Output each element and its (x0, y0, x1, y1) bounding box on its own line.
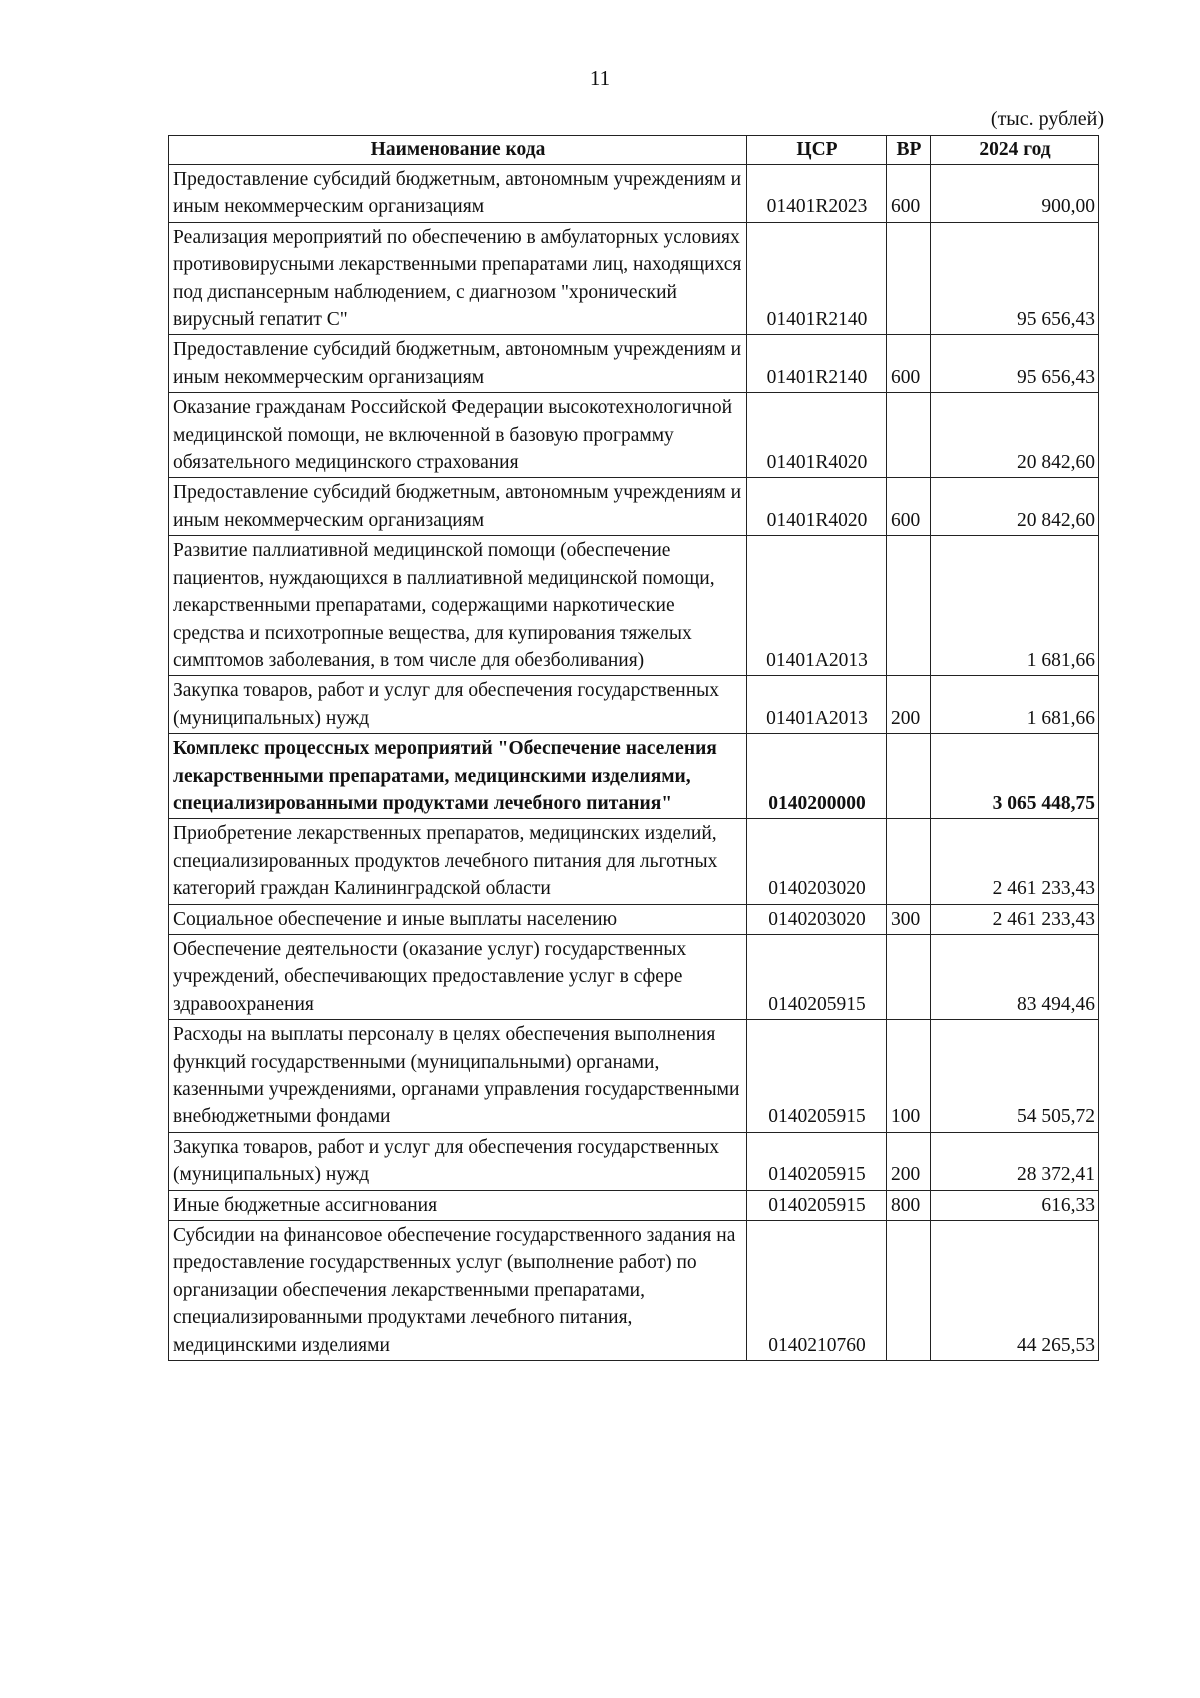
row-sum: 20 842,60 (931, 478, 1099, 536)
row-name: Комплекс процессных мероприятий "Обеспечение населения лекарственными препаратами, медицинскими изделиями, специализированными продуктами лечебного питания" (169, 734, 747, 819)
row-vr: 200 (887, 676, 931, 734)
row-name: Расходы на выплаты персоналу в целях обеспечения выполнения функций государственными (муниципальными) органами, казенными учреждениями, органами управления государственными внебюджетными фондами (169, 1020, 747, 1133)
row-vr (887, 819, 931, 904)
header-csr: ЦСР (747, 136, 887, 165)
row-sum: 54 505,72 (931, 1020, 1099, 1133)
row-sum: 1 681,66 (931, 676, 1099, 734)
row-csr: 01401А2013 (747, 536, 887, 676)
table-row (169, 165, 1099, 223)
row-csr: 01401R4020 (747, 393, 887, 478)
row-csr: 01401R2140 (747, 335, 887, 393)
row-csr: 0140205915 (747, 934, 887, 1019)
row-sum: 900,00 (931, 165, 1099, 223)
row-vr: 300 (887, 904, 931, 934)
table-row (169, 1190, 1099, 1220)
row-name: Иные бюджетные ассигнования (169, 1190, 747, 1220)
table-row (169, 676, 1099, 734)
row-csr: 0140205915 (747, 1190, 887, 1220)
row-name: Предоставление субсидий бюджетным, автономным учреждениям и иным некоммерческим организациям (169, 165, 747, 223)
row-name: Субсидии на финансовое обеспечение государственного задания на предоставление государственных услуг (выполнение работ) по организации обеспечения лекарственными препаратами, специализированными продуктами лечебного питания, медицинскими изделиями (169, 1221, 747, 1361)
row-csr: 01401R4020 (747, 478, 887, 536)
row-sum: 616,33 (931, 1190, 1099, 1220)
row-vr (887, 734, 931, 819)
table-row (169, 934, 1099, 1019)
header-sum: 2024 год (931, 136, 1099, 165)
row-vr (887, 934, 931, 1019)
table-row (169, 222, 1099, 335)
row-vr: 800 (887, 1190, 931, 1220)
table-row-section (169, 734, 1099, 819)
units-label: (тыс. рублей) (990, 108, 1104, 130)
row-name: Закупка товаров, работ и услуг для обеспечения государственных (муниципальных) нужд (169, 676, 747, 734)
row-csr: 0140205915 (747, 1020, 887, 1133)
row-name: Закупка товаров, работ и услуг для обеспечения государственных (муниципальных) нужд (169, 1132, 747, 1190)
row-vr (887, 222, 931, 335)
header-name: Наименование кода (169, 136, 747, 165)
page-number: 11 (589, 66, 611, 90)
table-row (169, 1020, 1099, 1133)
row-name: Оказание гражданам Российской Федерации высокотехнологичной медицинской помощи, не включенной в базовую программу обязательного медицинского страхования (169, 393, 747, 478)
table-row (169, 904, 1099, 934)
row-csr: 0140210760 (747, 1221, 887, 1361)
row-vr: 600 (887, 165, 931, 223)
row-csr: 0140203020 (747, 819, 887, 904)
header-vr: ВР (887, 136, 931, 165)
row-sum: 2 461 233,43 (931, 819, 1099, 904)
row-csr: 0140203020 (747, 904, 887, 934)
table-row (169, 536, 1099, 676)
row-name: Приобретение лекарственных препаратов, медицинских изделий, специализированных продуктов лечебного питания для льготных категорий граждан Калининградской области (169, 819, 747, 904)
row-csr: 01401А2013 (747, 676, 887, 734)
row-sum: 44 265,53 (931, 1221, 1099, 1361)
row-sum: 2 461 233,43 (931, 904, 1099, 934)
table-row (169, 478, 1099, 536)
row-csr: 0140200000 (747, 734, 887, 819)
row-vr: 200 (887, 1132, 931, 1190)
row-name: Социальное обеспечение и иные выплаты населению (169, 904, 747, 934)
table-row (169, 819, 1099, 904)
row-sum: 1 681,66 (931, 536, 1099, 676)
table-row (169, 393, 1099, 478)
row-vr (887, 536, 931, 676)
row-csr: 01401R2140 (747, 222, 887, 335)
table-row (169, 335, 1099, 393)
row-name: Предоставление субсидий бюджетным, автономным учреждениям и иным некоммерческим организациям (169, 335, 747, 393)
row-vr: 600 (887, 478, 931, 536)
row-csr: 0140205915 (747, 1132, 887, 1190)
table-row (169, 1132, 1099, 1190)
row-vr: 600 (887, 335, 931, 393)
row-sum: 83 494,46 (931, 934, 1099, 1019)
row-sum: 95 656,43 (931, 335, 1099, 393)
row-vr (887, 1221, 931, 1361)
row-csr: 01401R2023 (747, 165, 887, 223)
row-sum: 28 372,41 (931, 1132, 1099, 1190)
row-vr (887, 393, 931, 478)
table-header-row (169, 136, 1099, 165)
row-vr: 100 (887, 1020, 931, 1133)
row-name: Предоставление субсидий бюджетным, автономным учреждениям и иным некоммерческим организациям (169, 478, 747, 536)
row-name: Реализация мероприятий по обеспечению в амбулаторных условиях противовирусными лекарственными препаратами лиц, находящихся под диспансерным наблюдением, с диагнозом "хронический вирусный гепатит С" (169, 222, 747, 335)
row-sum: 95 656,43 (931, 222, 1099, 335)
row-sum: 20 842,60 (931, 393, 1099, 478)
row-name: Развитие паллиативной медицинской помощи (обеспечение пациентов, нуждающихся в паллиативной медицинской помощи, лекарственными препаратами, содержащими наркотические средства и психотропные вещества, для купирования тяжелых симптомов заболевания, в том числе для обезболивания) (169, 536, 747, 676)
table-row (169, 1221, 1099, 1361)
row-name: Обеспечение деятельности (оказание услуг) государственных учреждений, обеспечивающих предоставление услуг в сфере здравоохранения (169, 934, 747, 1019)
row-sum: 3 065 448,75 (931, 734, 1099, 819)
budget-table (168, 135, 1099, 1361)
